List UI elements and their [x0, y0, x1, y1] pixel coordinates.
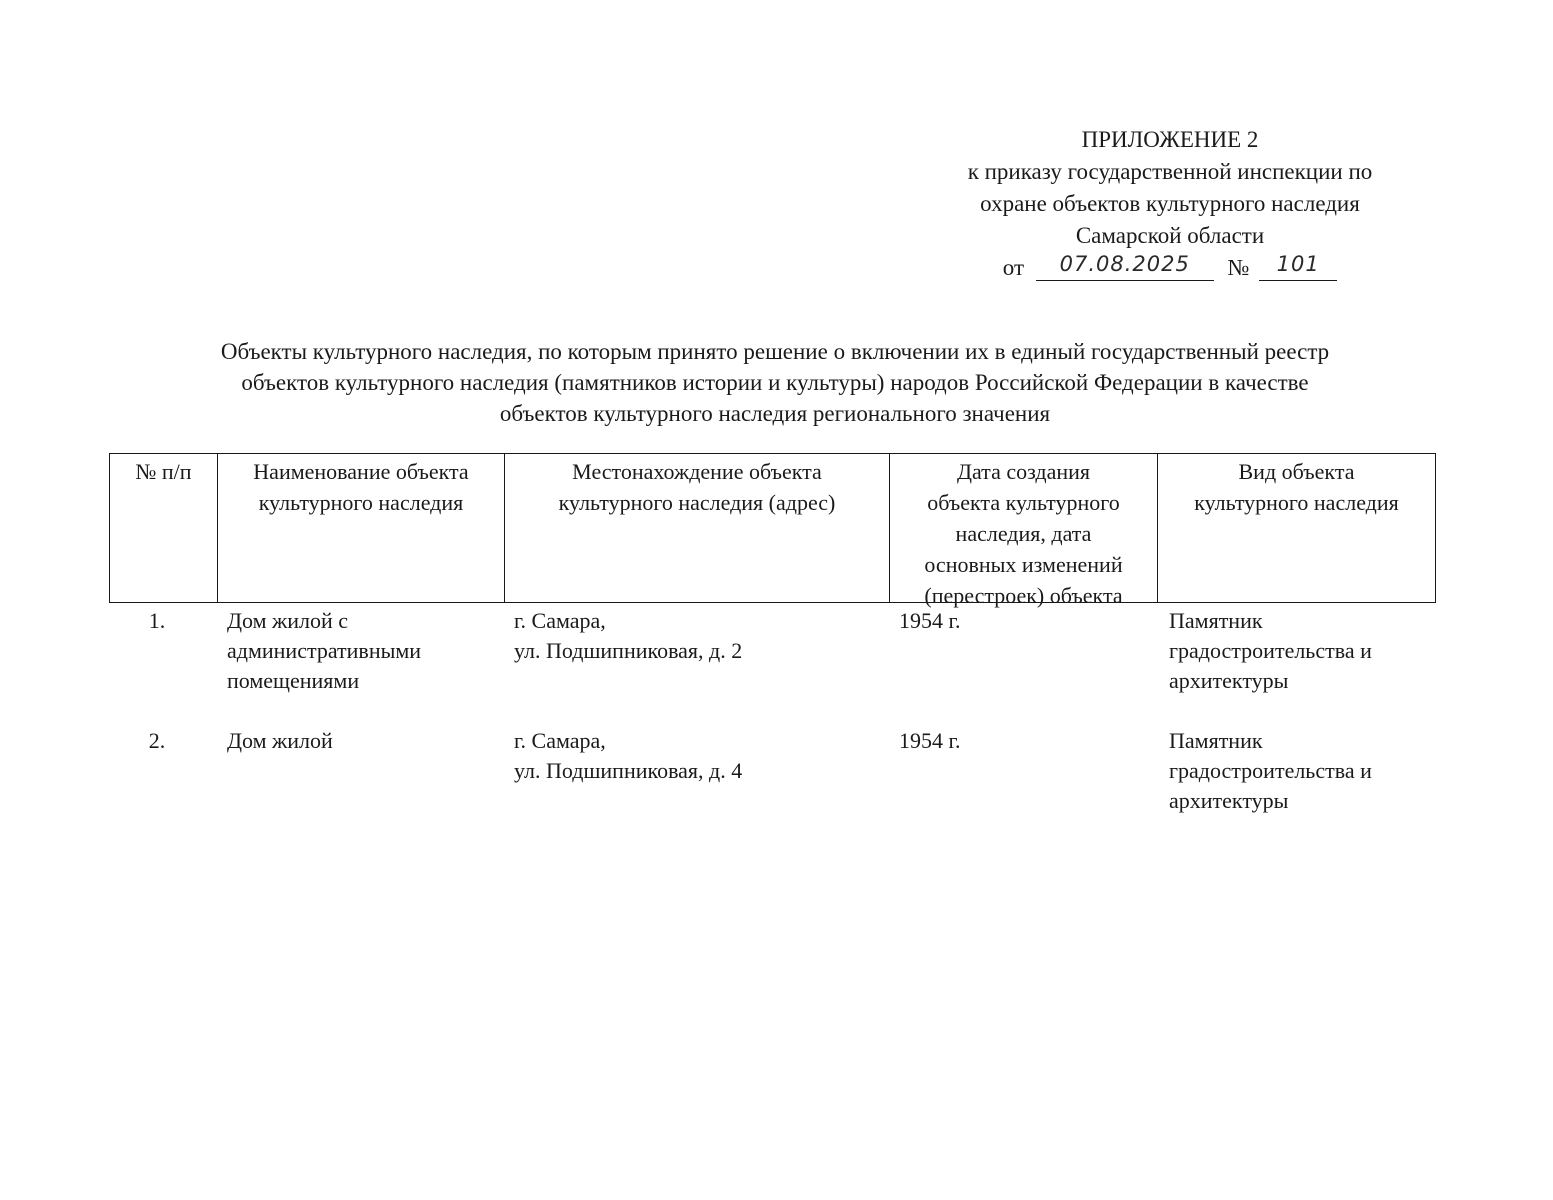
appendix-line-2: охране объектов культурного наследия	[980, 191, 1360, 216]
header-name: Наименование объекта культурного наследия	[218, 454, 505, 602]
row-number: 1.	[148, 608, 166, 633]
title-line-3: объектов культурного наследия регионального значения	[499, 401, 1051, 426]
row-address: г. Самара, ул. Подшипниковая, д. 4	[514, 728, 743, 783]
row-date: 1954 г.	[899, 608, 961, 633]
document-title	[100, 336, 1450, 429]
row-name: Дом жилой	[227, 728, 333, 753]
row-type: Памятник градостроительства и архитектуры	[1169, 728, 1372, 813]
number-field	[1259, 252, 1337, 281]
header-number: № п/п	[110, 454, 218, 602]
table-row	[109, 606, 1436, 696]
row-number: 2.	[148, 728, 166, 753]
table-row	[109, 726, 1436, 816]
handwritten-number: 101	[1276, 252, 1320, 276]
row-address: г. Самара, ул. Подшипниковая, д. 2	[514, 608, 743, 663]
table-body	[109, 606, 1436, 816]
title-line-1: Объекты культурного наследия, по которым принято решение о включении их в единый государственный реестр	[220, 339, 1330, 364]
number-label: №	[1227, 255, 1250, 280]
order-reference-line	[905, 252, 1435, 284]
header-type: Вид объекта культурного наследия	[1194, 459, 1399, 515]
appendix-line-1: к приказу государственной инспекции по	[967, 159, 1373, 184]
row-date: 1954 г.	[899, 728, 961, 753]
row-type: Памятник градостроительства и архитектуры	[1169, 608, 1372, 693]
title-line-2: объектов культурного наследия (памятников истории и культуры) народов Российской Федерации в качестве	[241, 370, 1309, 395]
appendix-line-3: Самарской области	[1075, 223, 1265, 248]
handwritten-date: 07.08.2025	[1059, 252, 1190, 276]
table-header	[109, 453, 1436, 608]
date-field	[1036, 252, 1214, 281]
row-name: Дом жилой с административными помещениями	[227, 608, 422, 693]
header-date: Дата создания объекта культурного наследия, дата основных изменений (перестроек) объекта	[890, 454, 1158, 602]
header-address: Местонахождение объекта культурного наследия (адрес)	[505, 454, 890, 602]
appendix-block	[905, 124, 1435, 284]
from-label: от	[1002, 255, 1025, 280]
appendix-heading: ПРИЛОЖЕНИЕ 2	[1081, 127, 1259, 152]
